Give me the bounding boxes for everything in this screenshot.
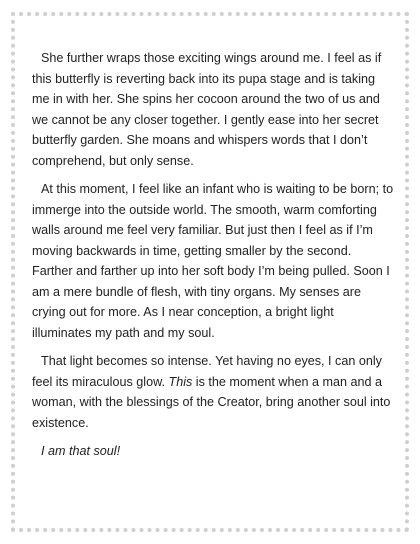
paragraph-text: At this moment, I feel like an infant who is waiting to be born; to immerge into the outside world. The smooth, warm comforting walls around me feel very familiar. But just then I feel as if I’m moving backwards in time, getting smaller by the second. Farther and farther up into her soft body I’m being pulled. Soon I am a mere bundle of flesh, with tiny organs. My senses are crying out for more. As I near conception, a bright light illuminates my path and my soul.	[32, 182, 394, 340]
closing-line	[32, 441, 394, 462]
paragraph-3	[32, 351, 394, 433]
paragraph-1	[32, 48, 394, 171]
paragraph-text: is the moment when a man and a woman, with the blessings of the Creator, bring another soul into existence.	[32, 374, 391, 430]
paragraph-2	[32, 179, 394, 343]
paragraph-text: That light becomes so intense. Yet having no eyes, I can only feel its miraculous glow.	[32, 354, 382, 389]
page-body	[32, 48, 394, 462]
emphasized-word: This	[168, 374, 193, 389]
closing-line-text: I am that soul!	[41, 444, 121, 458]
paragraph-text: She further wraps those exciting wings around me. I feel as if this butterfly is reverting back into its pupa stage and is taking me in with her. She spins her cocoon around the two of us and we cannot be any closer together. I gently ease into her secret butterfly garden. She moans and whispers words that I don’t comprehend, but only sense.	[32, 51, 382, 168]
